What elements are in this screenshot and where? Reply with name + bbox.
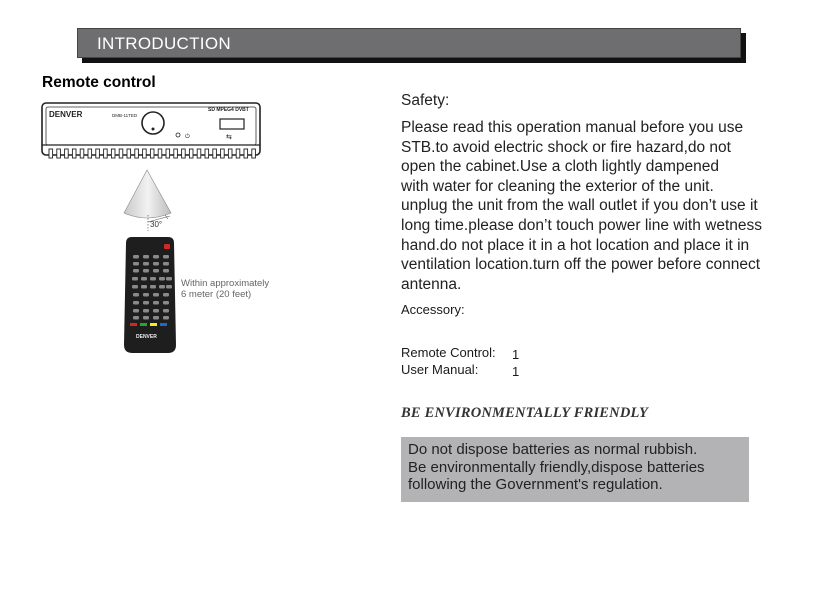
- vent-slot: [189, 149, 193, 158]
- remote-button: [166, 285, 172, 289]
- svg-text:⇆: ⇆: [226, 133, 232, 141]
- remote-button: [153, 255, 159, 259]
- remote-button: [150, 285, 156, 289]
- range-note-line: Within approximately: [181, 278, 270, 289]
- vent-slot: [111, 149, 115, 158]
- safety-paragraph: [401, 118, 791, 294]
- remote-button: [153, 309, 159, 313]
- remote-button: [163, 293, 169, 297]
- safety-line: unplug the unit from the wall outlet if you don’t use it: [401, 197, 758, 215]
- remote-button: [163, 301, 169, 305]
- remote-button: [133, 255, 139, 259]
- remote-button: [150, 277, 156, 281]
- remote-button: [163, 316, 169, 320]
- remote-button: [133, 262, 139, 266]
- remote-button: [153, 301, 159, 305]
- angle-label: 30°: [150, 220, 163, 229]
- remote-button: [153, 316, 159, 320]
- vent-slot: [174, 149, 178, 158]
- remote-button: [133, 309, 139, 313]
- vent-slot: [197, 149, 201, 158]
- safety-line: Please read this operation manual before you use: [401, 119, 744, 136]
- remote-button: [159, 277, 165, 281]
- vent-slot: [143, 149, 147, 158]
- usb-port-icon: [220, 119, 244, 129]
- vent-slots: [49, 149, 255, 158]
- environment-line: Do not dispose batteries as normal rubbish.: [408, 441, 698, 458]
- remote-button: [163, 309, 169, 313]
- remote-control-heading: Remote control: [42, 74, 156, 91]
- vent-slot: [72, 149, 76, 158]
- vent-slot: [119, 149, 123, 158]
- safety-line: with water for cleaning the exterior of the unit.: [401, 177, 714, 195]
- vent-slot: [244, 149, 248, 158]
- remote-button: [153, 262, 159, 266]
- remote-button: [143, 293, 149, 297]
- remote-button: [141, 285, 147, 289]
- vent-slot: [88, 149, 92, 158]
- remote-button: [143, 316, 149, 320]
- vent-slot: [166, 149, 170, 158]
- vent-slot: [221, 149, 225, 158]
- range-note: [181, 278, 269, 300]
- remote-button: [133, 269, 139, 273]
- environment-line: Be environmentally friendly,dispose batteries: [408, 458, 705, 476]
- vent-slot: [65, 149, 69, 158]
- box-badge: SD MPEG4 DVBT: [208, 107, 249, 113]
- remote-button: [153, 269, 159, 273]
- vent-slot: [205, 149, 209, 158]
- vent-slot: [96, 149, 100, 158]
- remote-button: [133, 316, 139, 320]
- vent-slot: [228, 149, 232, 158]
- remote-button: [143, 301, 149, 305]
- box-model: DMB-11TED: [112, 113, 138, 118]
- power-knob-icon: [142, 112, 164, 134]
- signal-cone: [124, 170, 171, 218]
- remote-illustration: [40, 95, 280, 360]
- remote-button: [163, 262, 169, 266]
- vent-slot: [158, 149, 162, 158]
- vent-slot: [182, 149, 186, 158]
- vent-slot: [150, 149, 154, 158]
- remote-brand: DENVER: [136, 334, 157, 340]
- remote-button: [143, 309, 149, 313]
- environment-notice-text: [408, 441, 705, 494]
- safety-heading: Safety:: [401, 92, 450, 109]
- remote-button: [143, 262, 149, 266]
- remote-button: [153, 293, 159, 297]
- safety-line: open the cabinet.Use a cloth lightly dampened: [401, 158, 719, 176]
- vent-slot: [213, 149, 217, 158]
- remote-button: [132, 285, 138, 289]
- vent-slot: [80, 149, 84, 158]
- remote-button: [133, 293, 139, 297]
- svg-text:⏻: ⏻: [185, 133, 190, 140]
- safety-line: STB.to avoid electric shock or fire hazard,do not: [401, 138, 731, 156]
- vent-slot: [252, 149, 256, 158]
- accessory-item-label: User Manual:: [401, 362, 479, 377]
- vent-slot: [49, 149, 53, 158]
- vent-slot: [104, 149, 108, 158]
- box-brand: DENVER: [49, 110, 83, 119]
- environment-line: following the Government's regulation.: [408, 476, 663, 493]
- safety-line: long time.please don’t touch power line with wetness: [401, 216, 763, 234]
- remote-button: [133, 301, 139, 305]
- remote-button: [166, 277, 172, 281]
- environment-heading: BE ENVIRONMENTALLY FRIENDLY: [401, 405, 649, 421]
- remote-button: [141, 277, 147, 281]
- safety-line: antenna.: [401, 275, 462, 293]
- remote-button: [159, 285, 165, 289]
- vent-slot: [127, 149, 131, 158]
- vent-slot: [135, 149, 139, 158]
- safety-line: ventilation location.turn off the power before connect: [401, 256, 761, 274]
- remote-button: [143, 269, 149, 273]
- vent-slot: [57, 149, 61, 158]
- remote-button: [143, 255, 149, 259]
- range-note-line: 6 meter (20 feet): [181, 289, 252, 300]
- accessory-heading: Accessory:: [401, 302, 465, 317]
- accessory-item-qty: 1: [512, 347, 520, 362]
- page-title: INTRODUCTION: [97, 34, 231, 53]
- remote-button: [132, 277, 138, 281]
- accessory-item-label: Remote Control:: [401, 345, 496, 360]
- remote-button: [163, 269, 169, 273]
- remote-button: [163, 255, 169, 259]
- vent-slot: [236, 149, 240, 158]
- safety-line: hand.do not place it in a hot location and place it in: [401, 236, 750, 254]
- accessory-item-qty: 1: [512, 364, 520, 379]
